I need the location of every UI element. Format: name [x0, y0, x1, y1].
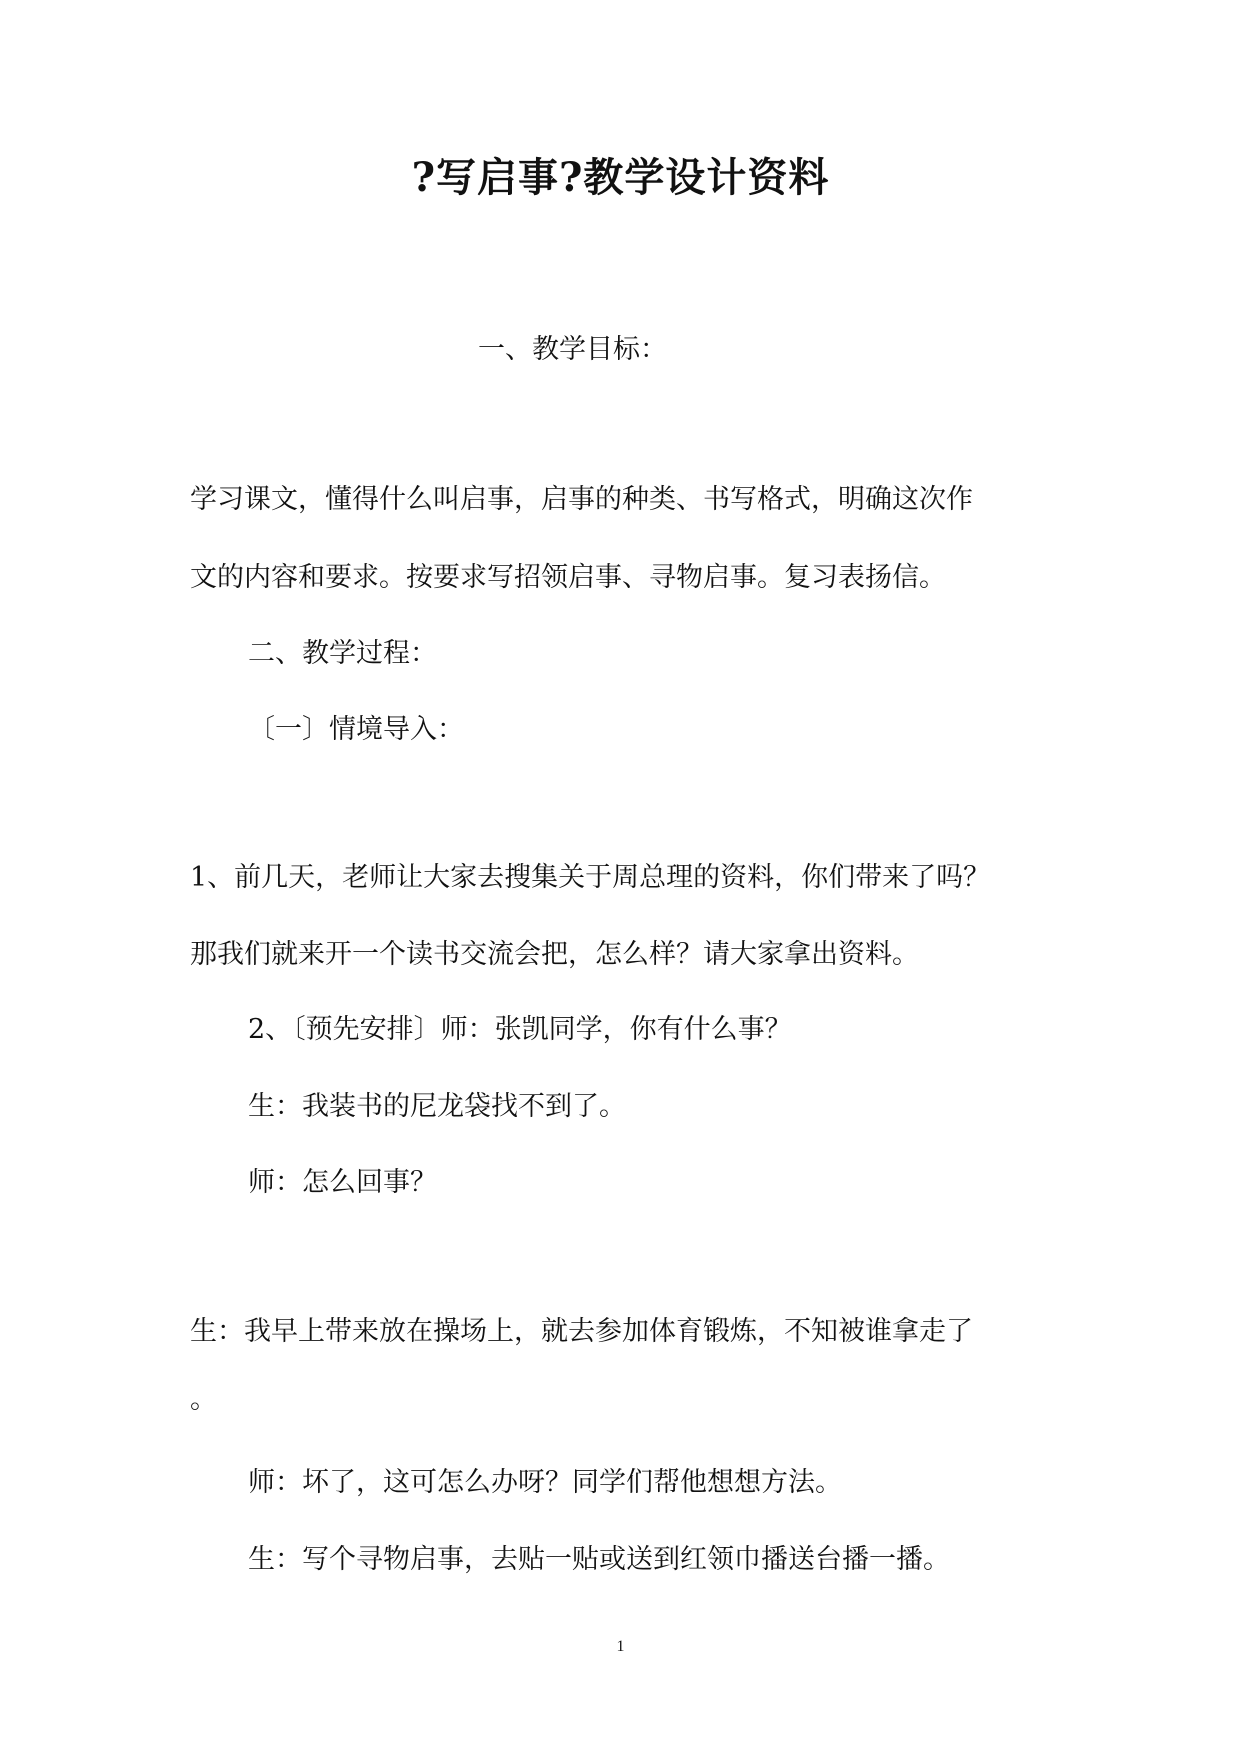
dialogue-line: 2、〔预先安排〕师：张凯同学，你有什么事？	[248, 1014, 792, 1045]
subsection-heading: 〔一〕情境导入：	[248, 714, 464, 745]
dialogue-line: 。	[190, 1384, 217, 1415]
paragraph-line: 1、前几天，老师让大家去搜集关于周总理的资料，你们带来了吗？	[190, 862, 991, 893]
section-heading-goals: 一、教学目标：	[478, 334, 667, 365]
dialogue-line: 师：怎么回事？	[248, 1167, 437, 1198]
paragraph-line: 那我们就来开一个读书交流会把，怎么样？请大家拿出资料。	[190, 939, 919, 970]
dialogue-line: 生：我装书的尼龙袋找不到了。	[248, 1091, 626, 1122]
dialogue-line: 生：写个寻物启事，去贴一贴或送到红领巾播送台播一播。	[248, 1544, 950, 1575]
section-heading-process: 二、教学过程：	[248, 638, 437, 669]
dialogue-line: 师：坏了，这可怎么办呀？同学们帮他想想方法。	[248, 1467, 842, 1498]
paragraph-line: 文的内容和要求。按要求写招领启事、寻物启事。复习表扬信。	[190, 562, 946, 593]
dialogue-line: 生：我早上带来放在操场上，就去参加体育锻炼，不知被谁拿走了	[190, 1316, 973, 1347]
paragraph-line: 学习课文，懂得什么叫启事，启事的种类、书写格式，明确这次作	[190, 484, 973, 515]
document-title: ?写启事?教学设计资料	[411, 154, 830, 201]
page-number: 1	[616, 1638, 625, 1655]
